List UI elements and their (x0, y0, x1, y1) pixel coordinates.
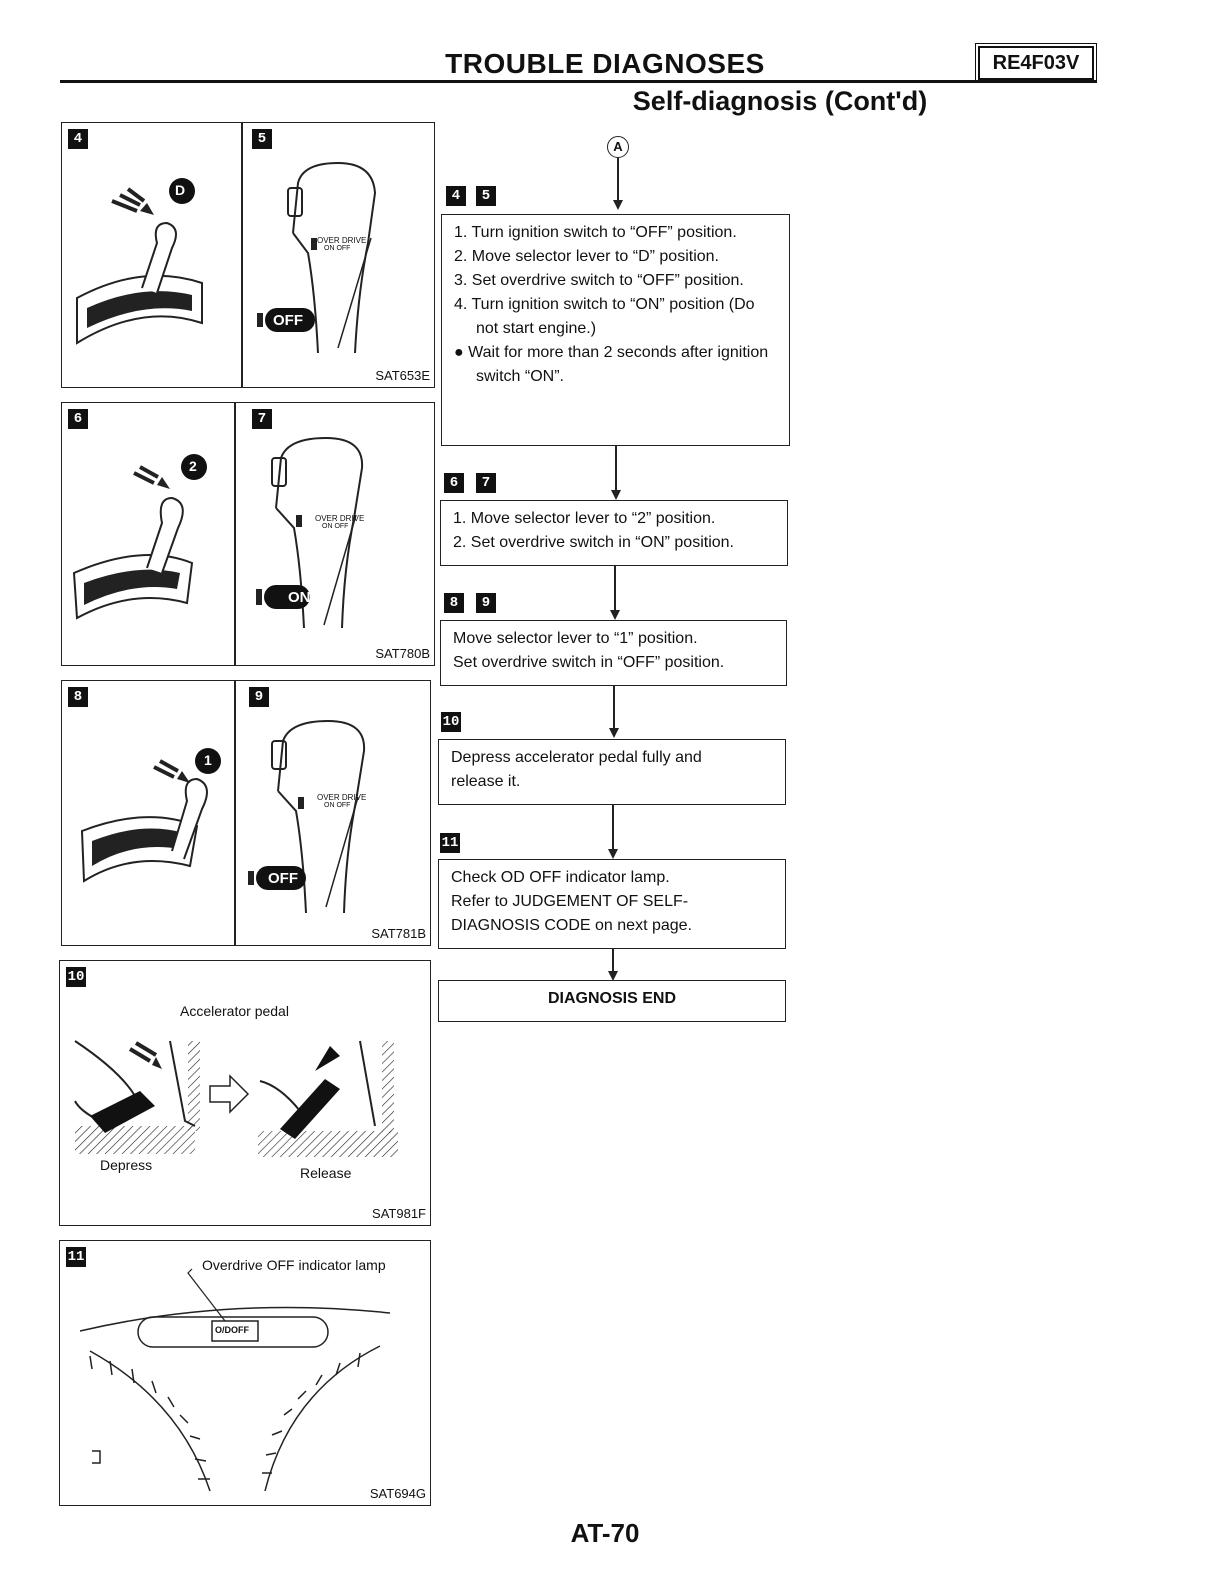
lamp-label: Overdrive OFF indicator lamp (202, 1257, 386, 1273)
instruction-line: 1. Turn ignition switch to “OFF” position. (454, 224, 737, 241)
figure-code: SAT780B (375, 646, 430, 661)
selector-lever-illustration (62, 681, 234, 945)
step-7-badge: 7 (252, 409, 272, 429)
od-switch-state: OFF (268, 870, 298, 887)
flow-block-step-10 (438, 739, 786, 805)
flow-block-step-11 (438, 859, 786, 949)
flow-block-steps-8-9 (440, 620, 787, 686)
od-switch-label-2: ON OFF (324, 245, 351, 252)
od-switch-state: ON (288, 589, 311, 606)
pedal-illustration (60, 961, 430, 1225)
figure-code: SAT694G (369, 1486, 426, 1501)
flow-arrowhead (611, 490, 621, 500)
section-code: RE4F03V (978, 46, 1094, 80)
instruction-line: 2. Set overdrive switch in “ON” position. (453, 534, 734, 551)
od-switch-label-1: OVER DRIVE (317, 793, 367, 802)
figure-code: SAT653E (375, 368, 430, 383)
release-label: Release (300, 1165, 352, 1181)
instruction-line: Refer to JUDGEMENT OF SELF-DIAGNOSIS CODE on next page. (451, 893, 692, 934)
instruction-line: Move selector lever to “1” position. (453, 630, 698, 647)
shift-knob-illustration (243, 123, 433, 387)
flow-arrowhead (609, 728, 619, 738)
gear-1-label: 1 (204, 752, 212, 768)
od-switch-label-1: OVER DRIVE (317, 236, 367, 245)
instruction-line: 2. Move selector lever to “D” position. (454, 248, 719, 265)
page-title: TROUBLE DIAGNOSES (445, 48, 765, 79)
figure-steps-4-5 (61, 122, 435, 388)
od-switch-state: OFF (273, 312, 303, 329)
flow-arrow (615, 446, 617, 492)
flow-step-10-badge: 10 (442, 714, 460, 730)
flow-step-7-badge: 7 (476, 473, 496, 493)
flow-arrow (614, 566, 616, 612)
flow-step-4-badge: 4 (446, 186, 466, 206)
selector-lever-illustration (62, 403, 234, 665)
flow-arrow (612, 949, 614, 973)
flow-block-steps-4-5 (441, 214, 790, 446)
depress-label: Depress (100, 1157, 153, 1173)
flow-step-6-badge: 6 (444, 473, 464, 493)
instruction-line: Set overdrive switch in “OFF” position. (453, 654, 725, 671)
figure-step-10 (59, 960, 431, 1226)
flow-block-steps-6-7 (440, 500, 788, 566)
instruction-line: ● Wait for more than 2 seconds after ignition switch “ON”. (454, 344, 769, 385)
header-rule (60, 80, 1096, 83)
figure-code: SAT781B (371, 926, 426, 941)
flow-step-9-badge: 9 (476, 593, 496, 613)
gear-2-label: 2 (189, 458, 197, 474)
figure-steps-6-7 (61, 402, 435, 666)
step-6-badge: 6 (68, 409, 88, 429)
page-subtitle: Self-diagnosis (Cont'd) (632, 86, 928, 116)
step-8-badge: 8 (68, 687, 88, 707)
accelerator-pedal-title: Accelerator pedal (180, 1003, 289, 1019)
gear-d-label: D (175, 182, 186, 198)
step-11-badge: 11 (67, 1249, 85, 1265)
instrument-cluster-illustration (60, 1241, 430, 1505)
flow-arrowhead (613, 200, 623, 210)
flow-arrowhead (608, 849, 618, 859)
figure-steps-8-9 (61, 680, 431, 946)
flow-step-8-badge: 8 (444, 593, 464, 613)
connector-a: A (607, 136, 629, 158)
instruction-line: Check OD OFF indicator lamp. (451, 869, 670, 886)
instruction-line: 3. Set overdrive switch to “OFF” position. (454, 272, 744, 289)
flow-step-11-badge: 11 (441, 835, 459, 851)
instruction-line: 4. Turn ignition switch to “ON” position (Do not start engine.) (454, 296, 755, 337)
od-switch-label-2: ON OFF (324, 802, 351, 809)
flow-arrowhead (610, 610, 620, 620)
flow-step-5-badge: 5 (476, 186, 496, 206)
diagnosis-end-box: DIAGNOSIS END (438, 980, 786, 1022)
instruction-line: Depress accelerator pedal fully and release it. (451, 749, 702, 790)
instruction-line: 1. Move selector lever to “2” position. (453, 510, 716, 527)
figure-code: SAT981F (372, 1206, 426, 1221)
od-switch-label-1: OVER DRIVE (315, 514, 365, 523)
step-10-badge: 10 (67, 969, 85, 985)
figure-step-11 (59, 1240, 431, 1506)
od-off-lamp-text: O/DOFF (215, 1325, 249, 1335)
step-5-badge: 5 (252, 129, 272, 149)
selector-lever-illustration (62, 123, 242, 387)
shift-knob-illustration (236, 403, 431, 665)
step-9-badge: 9 (249, 687, 269, 707)
od-switch-label-2: ON OFF (322, 523, 349, 530)
flow-arrow (612, 805, 614, 851)
step-4-badge: 4 (68, 129, 88, 149)
flow-arrow (617, 158, 619, 202)
shift-knob-illustration (236, 681, 428, 945)
flow-arrow (613, 686, 615, 730)
page-number: AT-70 (570, 1518, 640, 1548)
